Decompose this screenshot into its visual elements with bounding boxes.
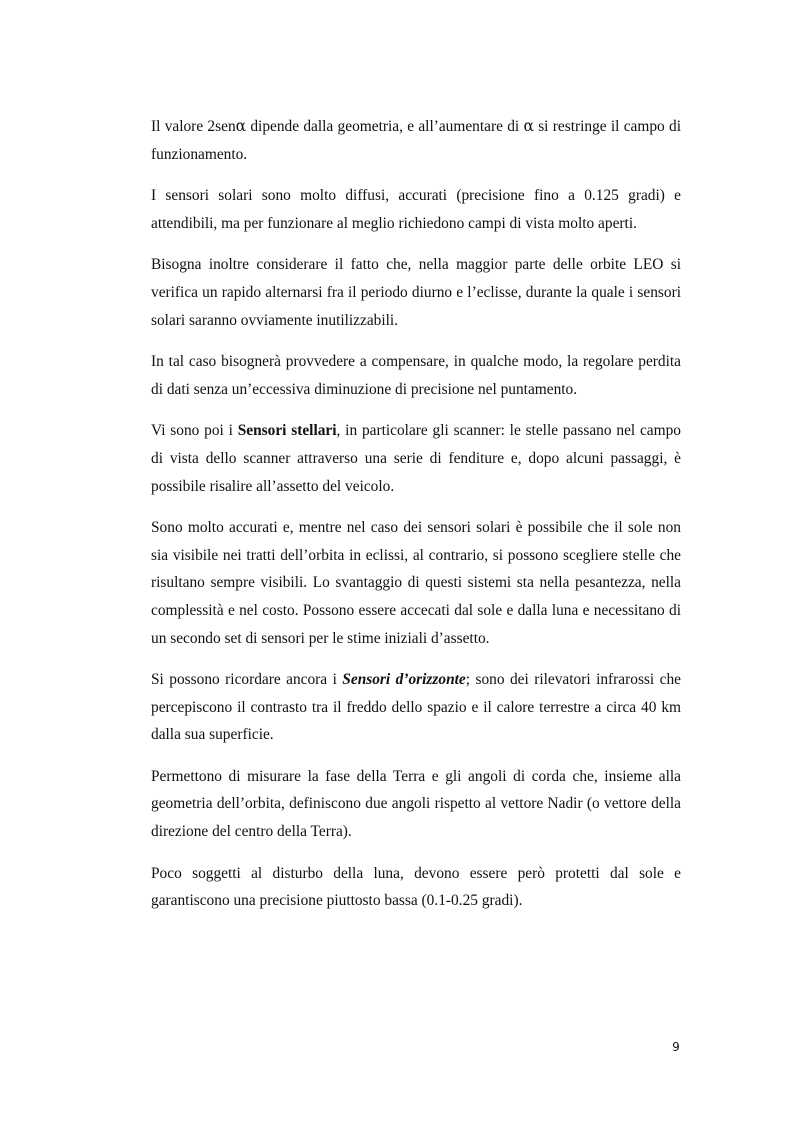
alpha-symbol: α xyxy=(523,117,534,135)
p1-text-end: si restringe il campo di funzionamento. xyxy=(151,118,682,163)
page-number: 9 xyxy=(672,1040,680,1054)
paragraph-9: Poco soggetti al disturbo della luna, devono essere però protetti dal sole e garantiscono una precisione piuttosto bassa (0.1-0.25 gradi). xyxy=(151,864,681,910)
alpha-symbol: α xyxy=(235,117,247,135)
p5-text-start: Vi sono poi i xyxy=(151,422,238,440)
paragraph-3: Bisogna inoltre considerare il fatto che, nella maggior parte delle orbite LEO si verifica un rapido alternarsi fra il periodo diurno e l’eclisse, durante la quale i sensori solari saranno ovviamente inutilizzabili. xyxy=(151,256,681,329)
p1-text-middle: dipende dalla geometria, e all’aumentare di xyxy=(246,118,524,135)
paragraph-5 xyxy=(151,417,681,500)
paragraph-6: Sono molto accurati e, mentre nel caso dei sensori solari è possibile che il sole non sia visibile nei tratti dell’orbita in eclissi, al contrario, si possono scegliere stelle che risultano sempre visibili. Lo svantaggio di questi sistemi sta nella pesantezza, nella complessità e nel costo. Possono essere accecati dal sole e dalla luna e necessitano di un secondo set di sensori per le stime iniziali d’assetto. xyxy=(151,519,681,647)
p1-text-start: Il valore 2sen xyxy=(151,118,236,135)
term-sensori-stellari: Sensori stellari xyxy=(237,422,337,440)
p7-text-start: Si possono ricordare ancora i xyxy=(151,671,343,689)
p7-text-end: ; sono dei rilevatori infrarossi che percepiscono il contrasto tra il freddo dello spazio e il calore terrestre a circa 40 km dalla sua superficie. xyxy=(151,671,681,744)
body-text xyxy=(151,113,681,929)
term-sensori-orizzonte: Sensori d’orizzonte xyxy=(342,671,466,689)
paragraph-1 xyxy=(151,113,681,168)
paragraph-2: I sensori solari sono molto diffusi, accurati (precisione fino a 0.125 gradi) e attendibili, ma per funzionare al meglio richiedono campi di vista molto aperti. xyxy=(151,187,681,232)
p5-text-end: , in particolare gli scanner: le stelle passano nel campo di vista dello scanner attraverso una serie di fenditure e, dopo alcuni passaggi, è possibile risalire all’assetto del veicolo. xyxy=(151,422,682,495)
paragraph-4: In tal caso bisognerà provvedere a compensare, in qualche modo, la regolare perdita di dati senza un’eccessiva diminuzione di precisione nel puntamento. xyxy=(151,353,681,398)
paragraph-8: Permettono di misurare la fase della Terra e gli angoli di corda che, insieme alla geometria dell’orbita, definiscono due angoli rispetto al vettore Nadir (o vettore della direzione del centro della Terra). xyxy=(151,767,681,841)
paragraph-7 xyxy=(151,666,681,749)
